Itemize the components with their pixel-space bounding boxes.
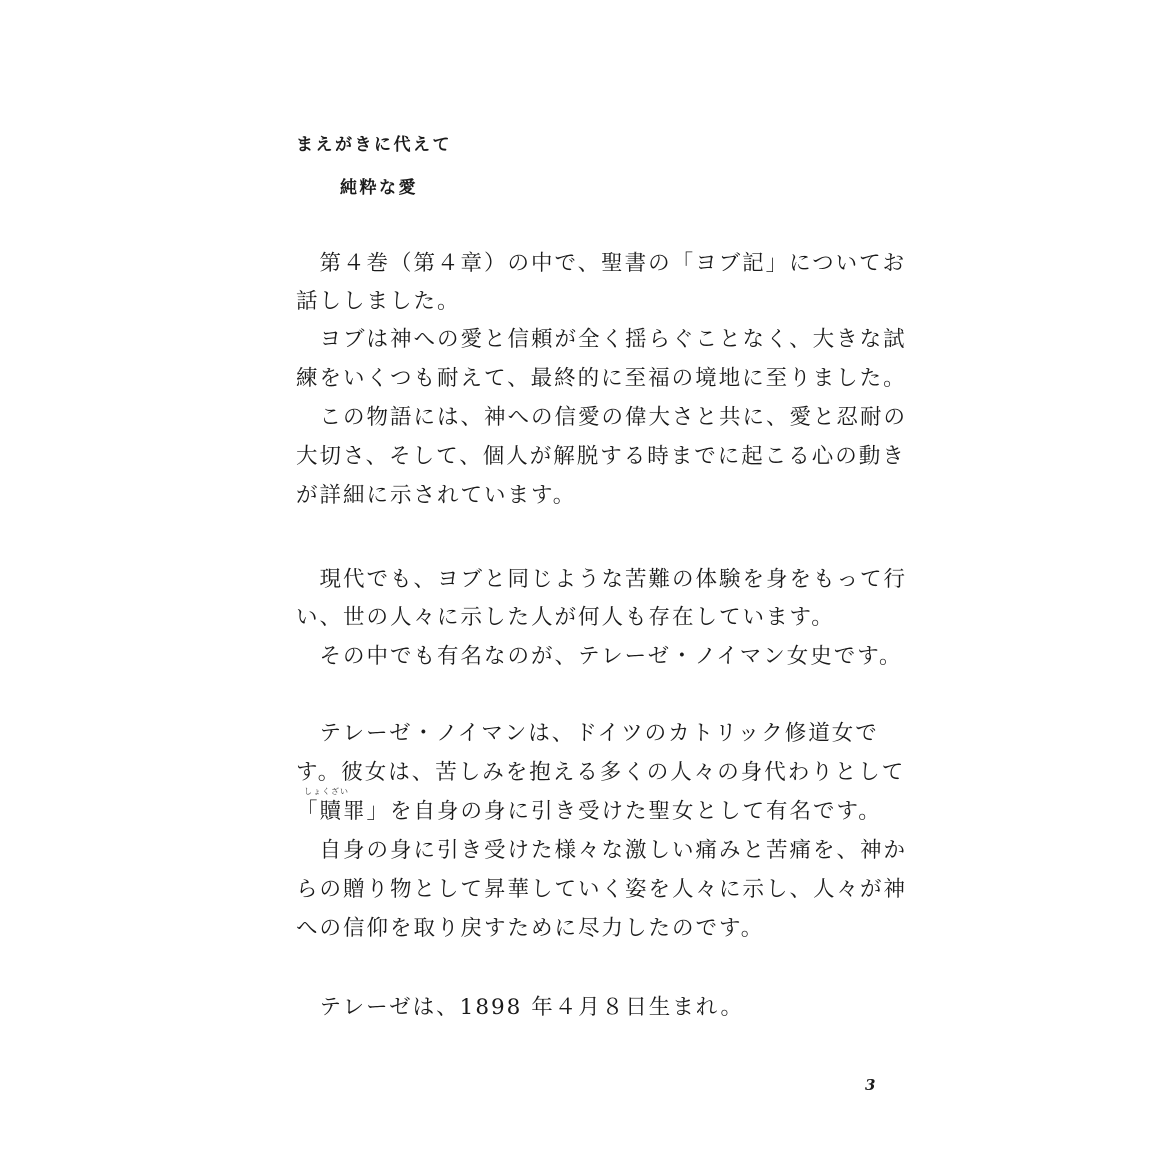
body-line: への信仰を取り戻すために尽力したのです。 bbox=[296, 916, 765, 941]
body-line: 話ししました。 bbox=[296, 289, 461, 314]
body-line: 現代でも、ヨブと同じような苦難の体験を身をもって行 bbox=[296, 567, 908, 592]
body-line: ヨブは神への愛と信頼が全く揺らぐことなく、大きな試 bbox=[296, 327, 907, 352]
body-line: 第４巻（第４章）の中で、聖書の「ヨブ記」についてお bbox=[296, 251, 907, 276]
body-line: 「贖罪」を自身の身に引き受けた聖女として有名です。 bbox=[296, 799, 882, 824]
body-line: す。彼女は、苦しみを抱える多くの人々の身代わりとして bbox=[296, 760, 906, 785]
body-line: が詳細に示されています。 bbox=[296, 483, 577, 508]
body-line: テレーゼは、1898 年４月８日生まれ。 bbox=[296, 995, 744, 1020]
ruby-annotation: しょくざい bbox=[304, 787, 349, 796]
body-line: い、世の人々に示した人が何人も存在しています。 bbox=[296, 605, 835, 630]
chapter-title: まえがきに代えて bbox=[296, 135, 452, 155]
body-line: この物語には、神への信愛の偉大さと共に、愛と忍耐の bbox=[296, 405, 908, 430]
body-line: その中でも有名なのが、テレーゼ・ノイマン女史です。 bbox=[296, 644, 903, 669]
body-line: テレーゼ・ノイマンは、ドイツのカトリック修道女で bbox=[296, 721, 879, 746]
body-line: らの贈り物として昇華していく姿を人々に示し、人々が神 bbox=[296, 877, 908, 902]
body-line: 練をいくつも耐えて、最終的に至福の境地に至りました。 bbox=[296, 366, 907, 391]
body-line: 自身の身に引き受けた様々な激しい痛みと苦痛を、神か bbox=[296, 838, 908, 863]
page-number: 3 bbox=[865, 1076, 876, 1094]
body-line: 大切さ、そして、個人が解脱する時までに起こる心の動き bbox=[296, 444, 906, 469]
chapter-subtitle: 純粋な愛 bbox=[340, 178, 418, 198]
